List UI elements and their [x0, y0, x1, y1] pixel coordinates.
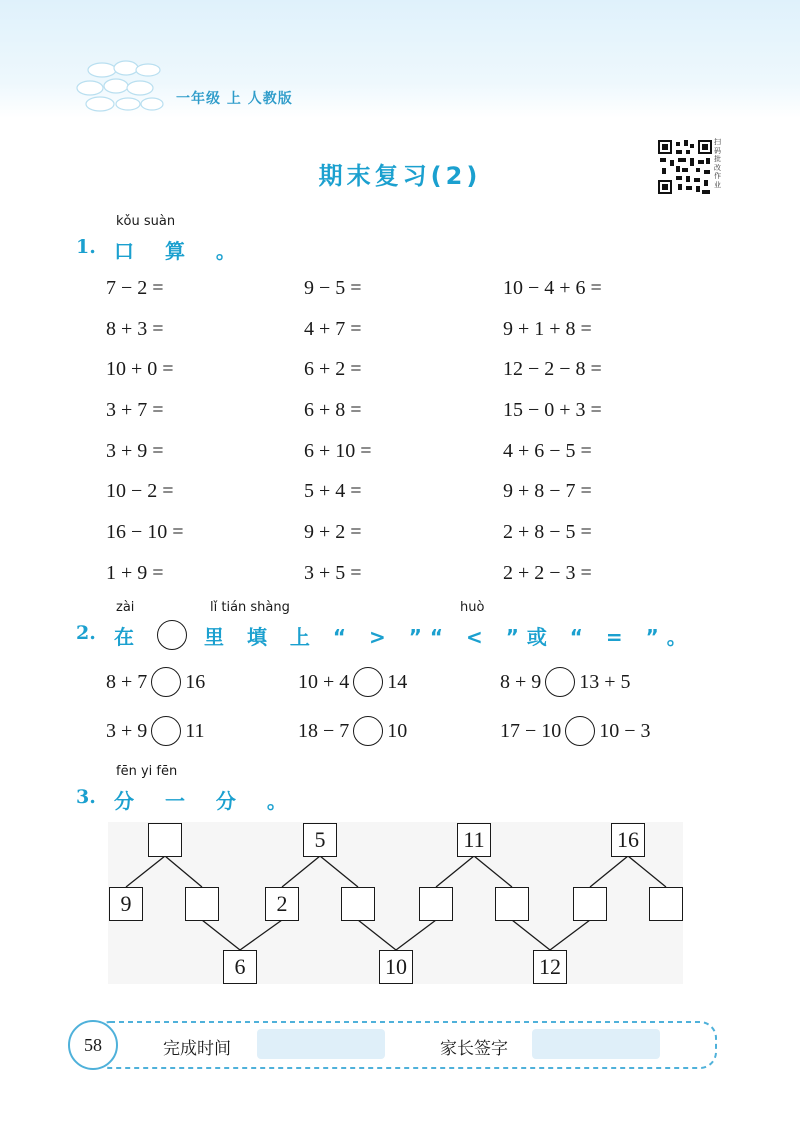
section1-label: 口 算 。 — [114, 239, 248, 263]
mental-math-item: 9 + 2 = — [304, 521, 362, 543]
number-box-top[interactable] — [148, 823, 182, 857]
compare-item: 3 + 9 11 — [106, 716, 205, 746]
mental-math-item: 6 + 10 = — [304, 440, 372, 462]
qr-caption: 扫 码 批 改 作 业 — [714, 138, 721, 189]
compare-item: 8 + 9 13 + 5 — [500, 667, 631, 697]
section3-number: 3. — [76, 786, 96, 808]
number-box-middle[interactable] — [573, 887, 607, 921]
mental-math-item: 3 + 9 = — [106, 440, 164, 462]
mental-math-item: 9 + 1 + 8 = — [503, 318, 592, 340]
mental-math-item: 3 + 5 = — [304, 562, 362, 584]
mental-math-item: 9 + 8 − 7 = — [503, 480, 592, 502]
number-box-top: 5 — [303, 823, 337, 857]
number-box-middle[interactable] — [341, 887, 375, 921]
number-box-middle[interactable] — [649, 887, 683, 921]
section3-pinyin: fēn yi fēn — [116, 764, 178, 779]
mental-math-item: 16 − 10 = — [106, 521, 184, 543]
mental-math-item: 5 + 4 = — [304, 480, 362, 502]
mental-math-item: 2 + 2 − 3 = — [503, 562, 592, 584]
mental-math-item: 10 − 4 + 6 = — [503, 277, 602, 299]
mental-math-item: 8 + 3 = — [106, 318, 164, 340]
mental-math-item: 3 + 7 = — [106, 399, 164, 421]
mental-math-item: 9 − 5 = — [304, 277, 362, 299]
completion-time-label: 完成时间 — [163, 1039, 231, 1059]
compare-item: 8 + 7 16 — [106, 667, 205, 697]
parent-signature-field[interactable] — [532, 1029, 660, 1059]
page-title: 期末复习(2) — [318, 162, 482, 190]
section2-number: 2. — [76, 622, 96, 644]
parent-signature-label: 家长签字 — [440, 1039, 508, 1059]
section2-label-b: 里 填 上 “ > ”“ < ”或 “ = ”。 — [204, 625, 695, 649]
number-box-bottom: 6 — [223, 950, 257, 984]
section3-label: 分 一 分 。 — [114, 789, 299, 813]
section2-pinyin-zai: zài — [116, 600, 135, 615]
section1-number: 1. — [76, 236, 96, 258]
section2-pinyin-li-tian-shang: lǐ tián shàng — [210, 600, 290, 615]
number-box-top: 16 — [611, 823, 645, 857]
compare-item: 18 − 7 10 — [298, 716, 407, 746]
mental-math-item: 10 − 2 = — [106, 480, 174, 502]
section2-pinyin-huo: huò — [460, 600, 485, 615]
page-number: 58 — [68, 1020, 118, 1070]
section1-pinyin: kǒu suàn — [116, 214, 176, 229]
mental-math-item: 4 + 6 − 5 = — [503, 440, 592, 462]
mental-math-item: 6 + 8 = — [304, 399, 362, 421]
mental-math-item: 4 + 7 = — [304, 318, 362, 340]
number-box-middle: 9 — [109, 887, 143, 921]
number-box-top: 11 — [457, 823, 491, 857]
completion-time-field[interactable] — [257, 1029, 385, 1059]
grade-label: 一年级 上 人教版 — [176, 91, 293, 107]
mental-math-item: 12 − 2 − 8 = — [503, 358, 602, 380]
section2-label-a: 在 — [114, 625, 146, 649]
compare-item: 10 + 4 14 — [298, 667, 407, 697]
number-box-middle[interactable] — [495, 887, 529, 921]
mental-math-item: 1 + 9 = — [106, 562, 164, 584]
number-box-middle[interactable] — [419, 887, 453, 921]
number-box-bottom: 12 — [533, 950, 567, 984]
number-box-middle[interactable] — [185, 887, 219, 921]
compare-item: 17 − 10 10 − 3 — [500, 716, 651, 746]
mental-math-item: 6 + 2 = — [304, 358, 362, 380]
number-box-middle: 2 — [265, 887, 299, 921]
number-box-bottom: 10 — [379, 950, 413, 984]
mental-math-item: 7 − 2 = — [106, 277, 164, 299]
mental-math-item: 15 − 0 + 3 = — [503, 399, 602, 421]
mental-math-item: 10 + 0 = — [106, 358, 174, 380]
mental-math-item: 2 + 8 − 5 = — [503, 521, 592, 543]
